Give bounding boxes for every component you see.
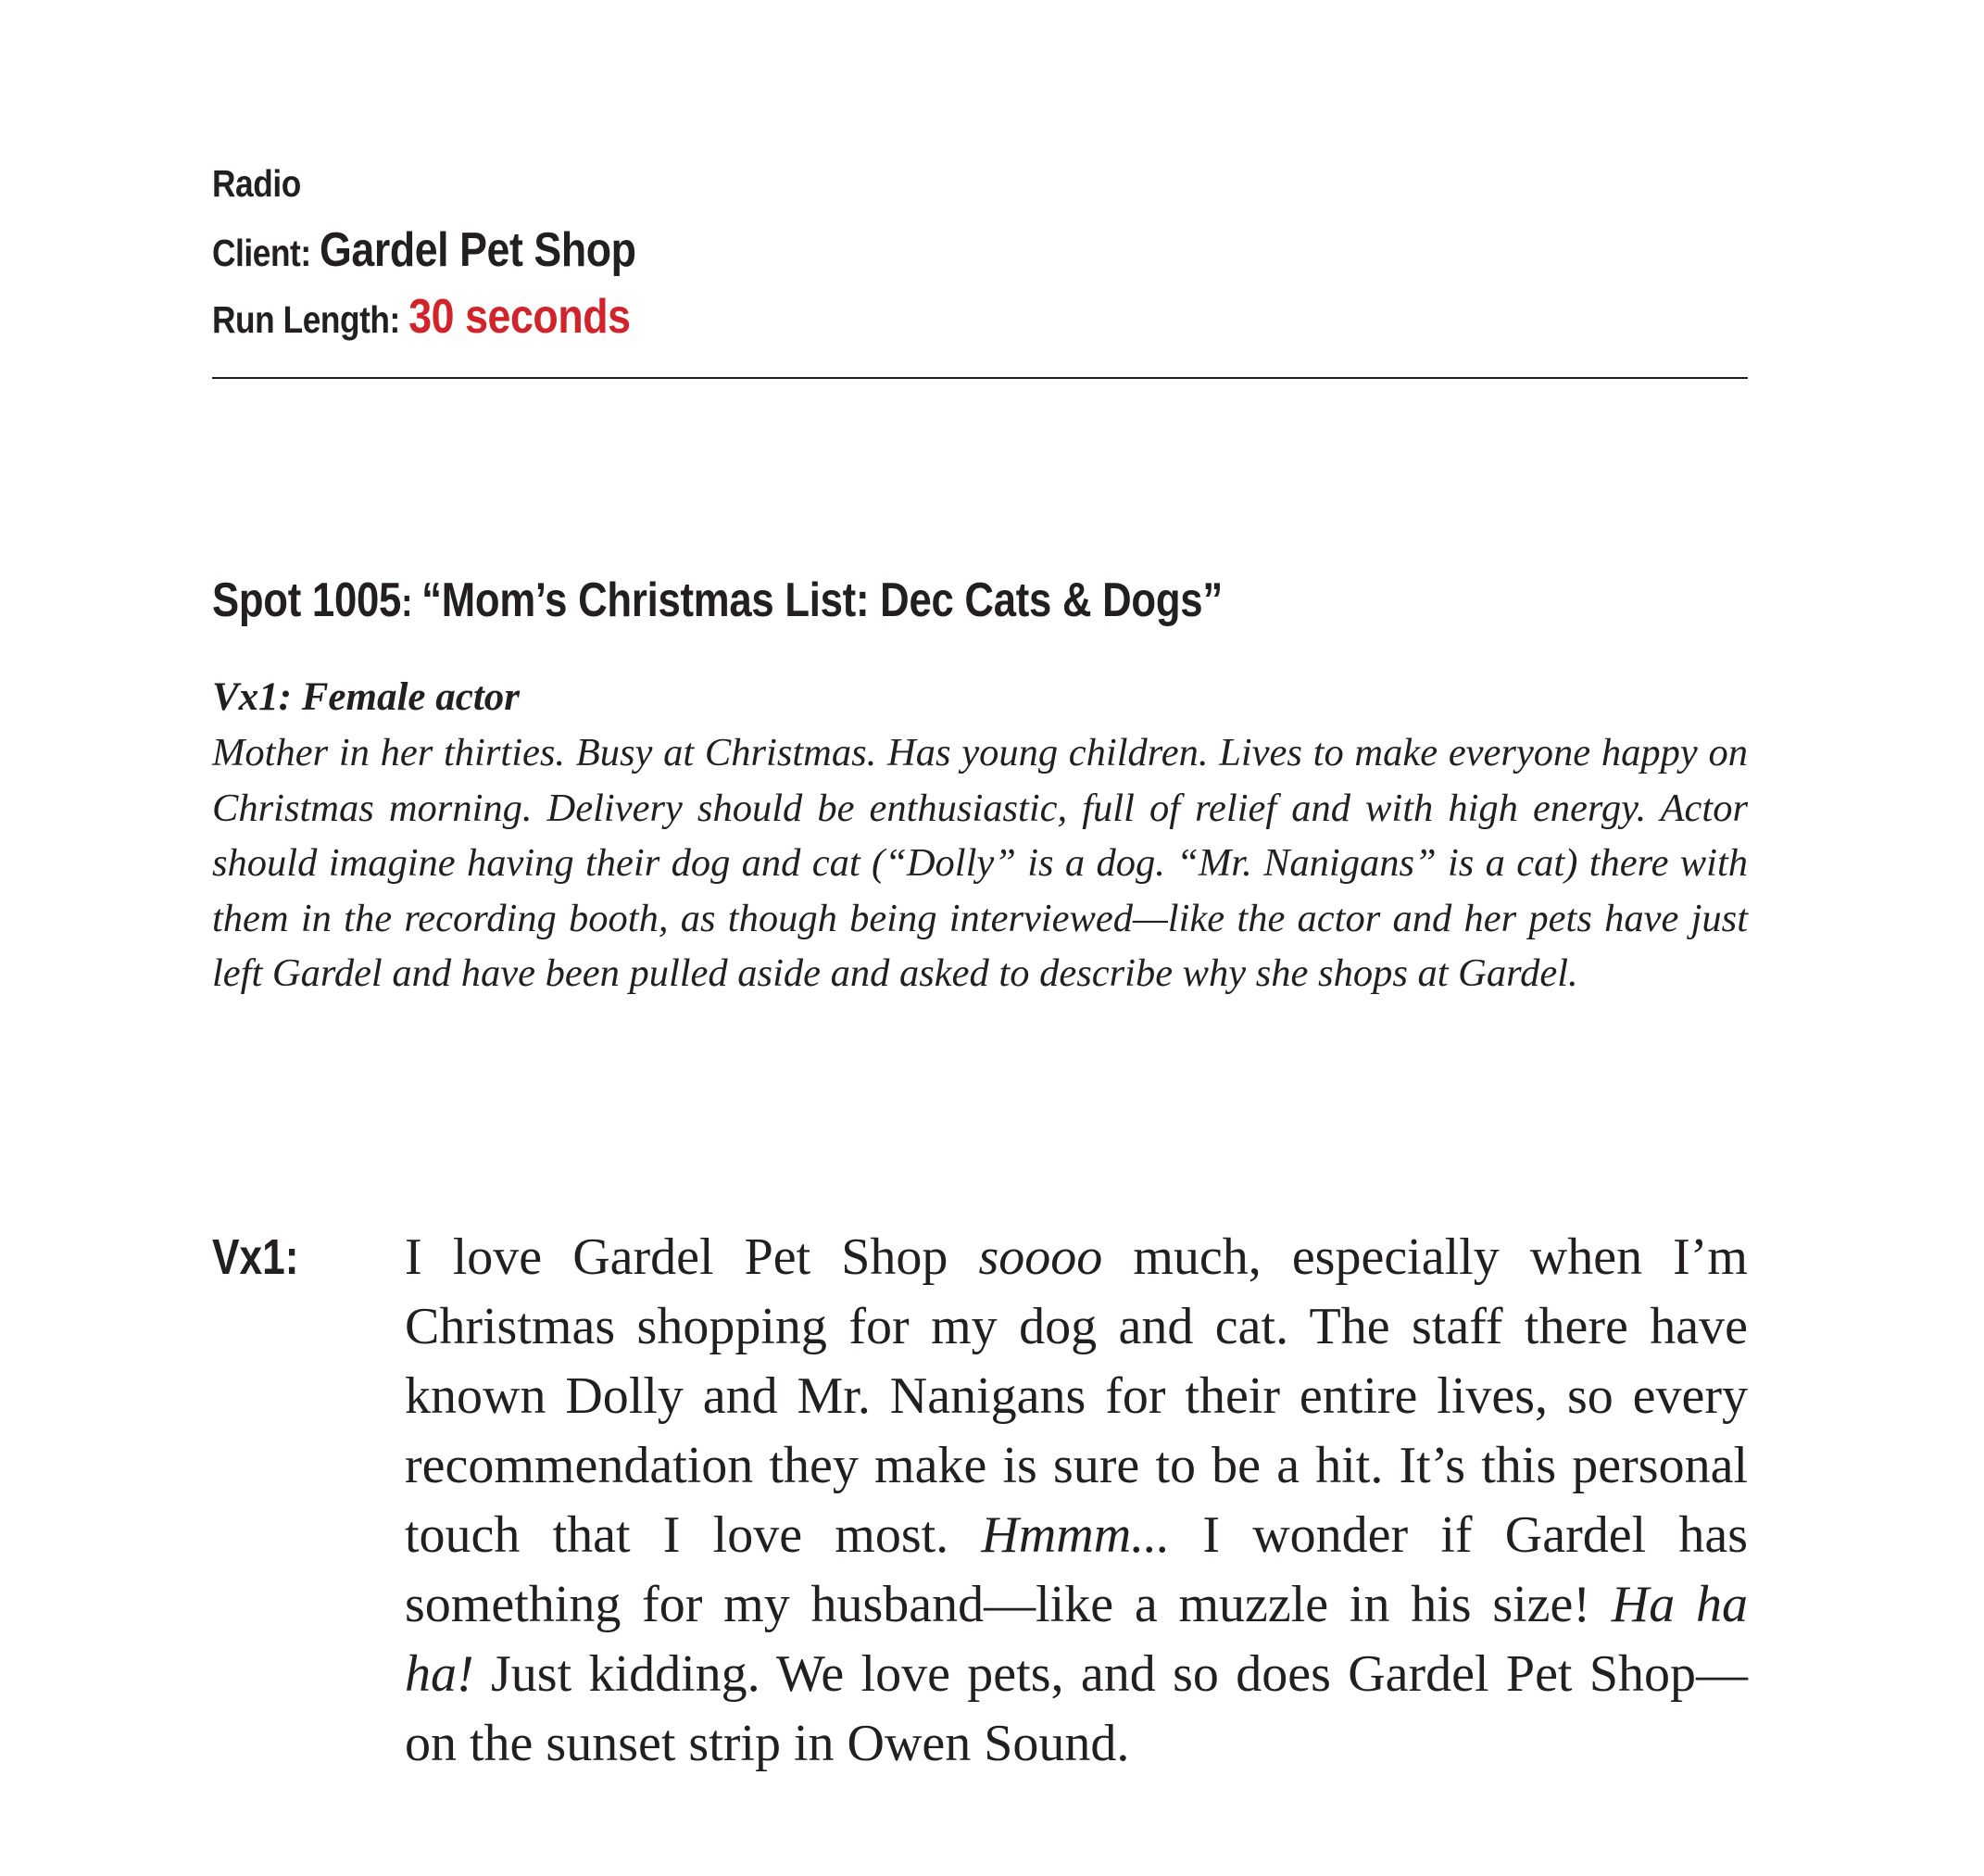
script-text: I wonder if Gardel has something for my husband—like a muzzle in his size! bbox=[405, 1506, 1748, 1633]
spot-title bbox=[212, 567, 1223, 636]
run-length-line bbox=[212, 283, 635, 350]
script-text: much, especially when I’m Christmas shopping for my dog and cat. The staff there have known Dolly and Mr. Nanigans for their entire lives, so every recommendation they make is sure to be a hit. It’s this personal touch that I love most. bbox=[405, 1228, 1748, 1564]
client-line bbox=[212, 217, 635, 283]
actor-direction bbox=[212, 670, 1748, 1001]
script-text: I love Gardel Pet Shop bbox=[405, 1228, 979, 1286]
direction-body: Mother in her thirties. Busy at Christmas. Has young children. Lives to make everyone happy on Christmas morning. Delivery should be enthusiastic, full of relief and with high energy. Actor should imagine having their dog and cat (“Dolly” is a dog. “Mr. Nanigans” is a cat) there with them in the recording booth, as though being interviewed—like the actor and her pets have just left Gardel and have been pulled aside and asked to describe why she shops at Gardel. bbox=[212, 731, 1748, 995]
client-name: Gardel Pet Shop bbox=[320, 223, 636, 277]
script-body bbox=[405, 1223, 1748, 1779]
run-length-label: Run Length: bbox=[212, 298, 409, 341]
spot-separator: : bbox=[401, 580, 422, 625]
medium-type bbox=[212, 150, 635, 217]
script-emphasis: Ha ha ha! bbox=[405, 1576, 1748, 1703]
script-emphasis: soooo bbox=[978, 1228, 1103, 1286]
script-emphasis: Hmmm... bbox=[981, 1506, 1171, 1564]
spot-number: Spot 1005 bbox=[212, 573, 402, 627]
header-divider bbox=[212, 377, 1748, 379]
speaker-label: Vx1: bbox=[212, 1229, 299, 1285]
spot-name: “Mom’s Christmas List: Dec Cats & Dogs” bbox=[421, 573, 1223, 627]
client-label: Client: bbox=[212, 232, 320, 274]
medium-label: Radio bbox=[212, 162, 301, 205]
script-text: Just kidding. We love pets, and so does Gardel Pet Shop—on the sunset strip in Owen Sound. bbox=[405, 1645, 1748, 1772]
direction-heading: Vx1: Female actor bbox=[212, 675, 521, 719]
run-length-value: 30 seconds bbox=[408, 290, 631, 344]
spot-header bbox=[212, 150, 705, 350]
